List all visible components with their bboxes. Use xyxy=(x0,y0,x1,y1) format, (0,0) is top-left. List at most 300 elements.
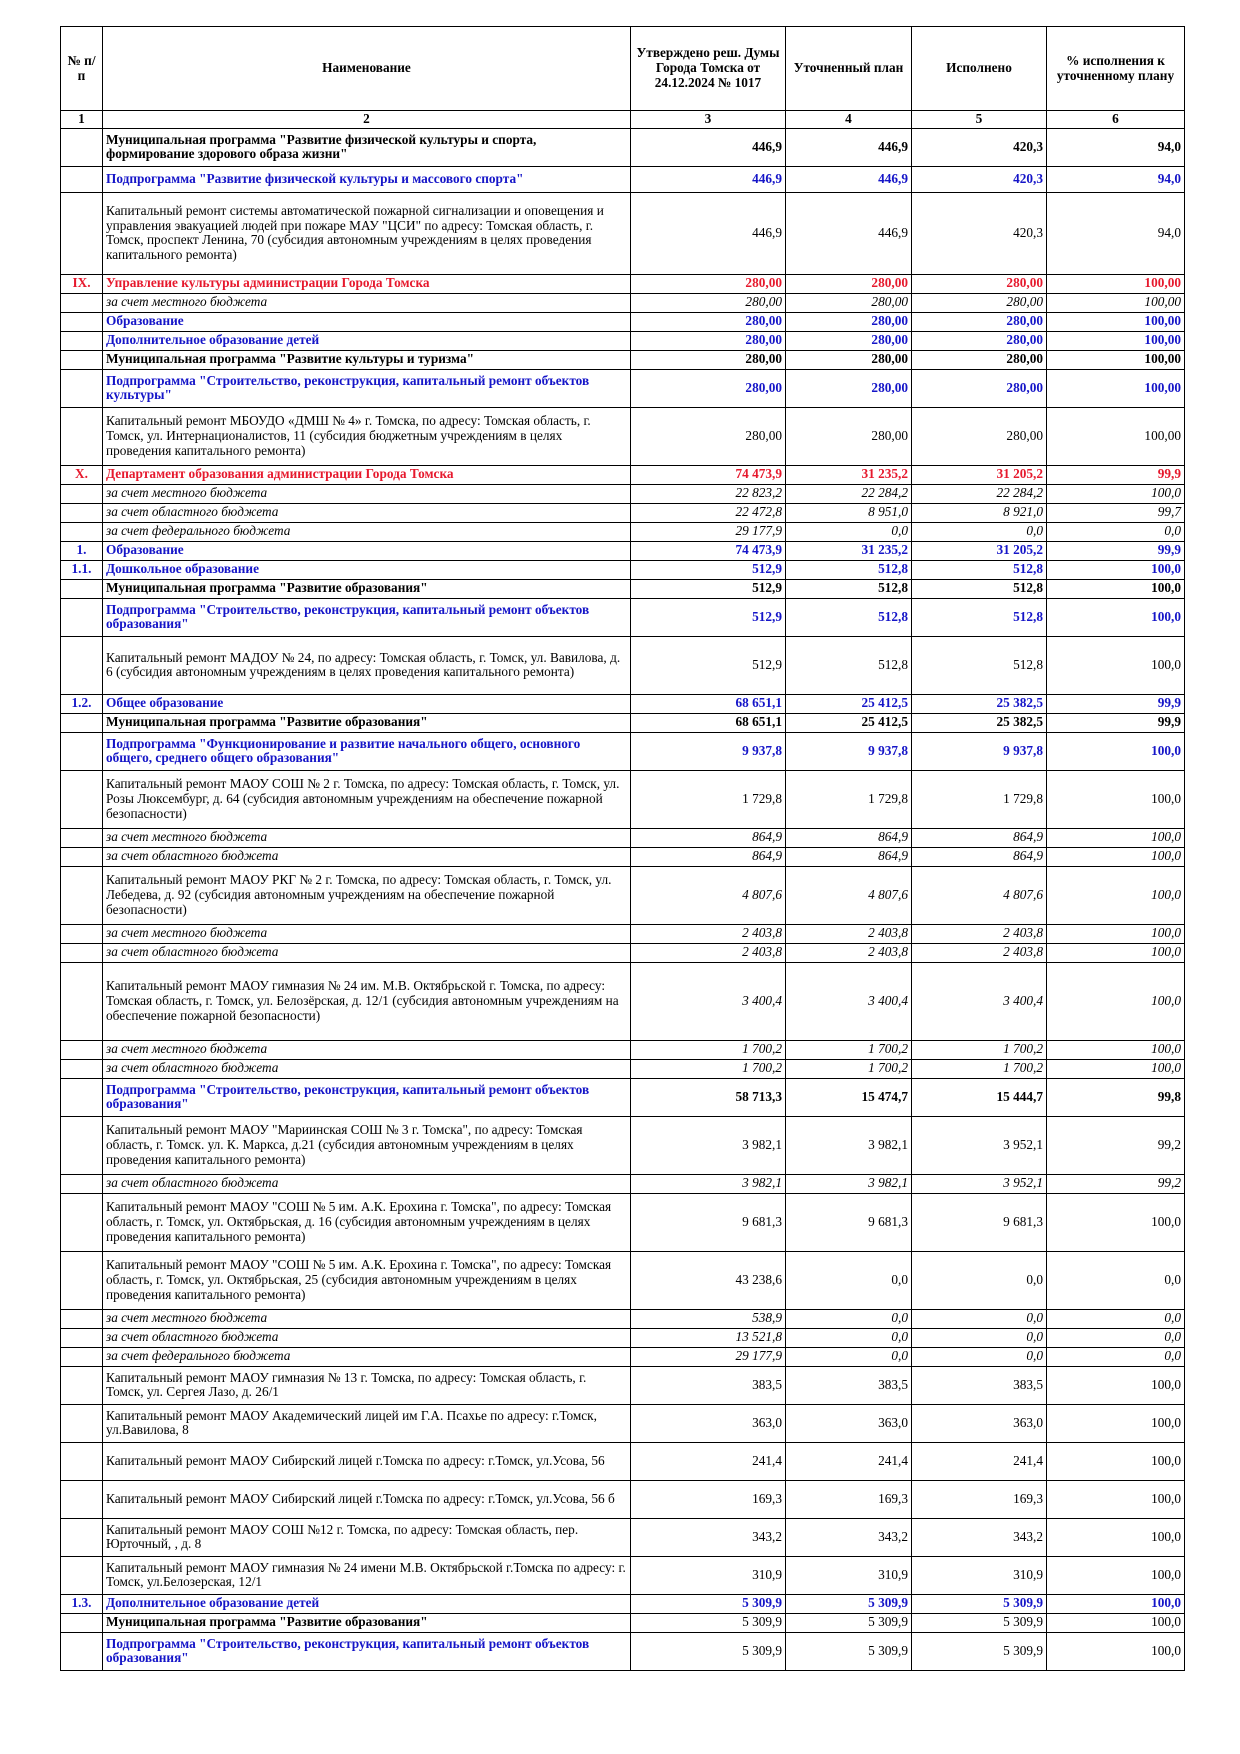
row-execution-percent: 100,0 xyxy=(1047,1059,1185,1078)
row-execution-percent: 0,0 xyxy=(1047,1347,1185,1366)
row-name: за счет местного бюджета xyxy=(103,828,631,847)
row-executed-value: 0,0 xyxy=(912,522,1047,541)
row-revised-plan-value: 31 235,2 xyxy=(786,541,912,560)
row-number xyxy=(61,312,103,331)
table-row xyxy=(61,1328,1185,1347)
row-revised-plan-value: 280,00 xyxy=(786,369,912,407)
row-number xyxy=(61,484,103,503)
row-execution-percent: 100,00 xyxy=(1047,350,1185,369)
row-name: Образование xyxy=(103,312,631,331)
row-revised-plan-value: 0,0 xyxy=(786,1347,912,1366)
row-approved-value: 280,00 xyxy=(631,274,786,293)
row-name: за счет местного бюджета xyxy=(103,924,631,943)
row-approved-value: 446,9 xyxy=(631,128,786,166)
row-number xyxy=(61,636,103,694)
row-approved-value: 363,0 xyxy=(631,1404,786,1442)
row-execution-percent: 100,0 xyxy=(1047,847,1185,866)
row-execution-percent: 0,0 xyxy=(1047,1251,1185,1309)
row-revised-plan-value: 0,0 xyxy=(786,522,912,541)
table-row xyxy=(61,503,1185,522)
column-number: 1 xyxy=(61,111,103,129)
row-name: за счет областного бюджета xyxy=(103,943,631,962)
row-execution-percent: 99,8 xyxy=(1047,1078,1185,1116)
row-execution-percent: 100,0 xyxy=(1047,1404,1185,1442)
row-execution-percent: 100,0 xyxy=(1047,770,1185,828)
row-revised-plan-value: 2 403,8 xyxy=(786,924,912,943)
row-executed-value: 512,8 xyxy=(912,598,1047,636)
table-row xyxy=(61,541,1185,560)
row-executed-value: 15 444,7 xyxy=(912,1078,1047,1116)
row-revised-plan-value: 5 309,9 xyxy=(786,1613,912,1632)
row-approved-value: 864,9 xyxy=(631,847,786,866)
row-number xyxy=(61,1347,103,1366)
table-row xyxy=(61,579,1185,598)
row-number: 1.2. xyxy=(61,694,103,713)
row-number xyxy=(61,407,103,465)
table-row xyxy=(61,1174,1185,1193)
row-execution-percent: 0,0 xyxy=(1047,522,1185,541)
table-row xyxy=(61,560,1185,579)
row-execution-percent: 100,0 xyxy=(1047,560,1185,579)
row-approved-value: 1 729,8 xyxy=(631,770,786,828)
row-revised-plan-value: 0,0 xyxy=(786,1328,912,1347)
table-row xyxy=(61,1594,1185,1613)
row-name: Муниципальная программа "Развитие культуры и туризма" xyxy=(103,350,631,369)
table-row xyxy=(61,192,1185,274)
row-executed-value: 9 937,8 xyxy=(912,732,1047,770)
row-executed-value: 4 807,6 xyxy=(912,866,1047,924)
column-number: 5 xyxy=(912,111,1047,129)
row-revised-plan-value: 280,00 xyxy=(786,407,912,465)
row-approved-value: 512,9 xyxy=(631,636,786,694)
row-name: Подпрограмма "Строительство, реконструкция, капитальный ремонт объектов образования" xyxy=(103,1632,631,1670)
row-execution-percent: 100,0 xyxy=(1047,1480,1185,1518)
row-number xyxy=(61,1556,103,1594)
row-executed-value: 0,0 xyxy=(912,1251,1047,1309)
row-revised-plan-value: 169,3 xyxy=(786,1480,912,1518)
table-row xyxy=(61,1078,1185,1116)
row-approved-value: 169,3 xyxy=(631,1480,786,1518)
row-number xyxy=(61,828,103,847)
row-executed-value: 25 382,5 xyxy=(912,713,1047,732)
header-executed: Исполнено xyxy=(912,27,1047,111)
row-number xyxy=(61,1366,103,1404)
row-revised-plan-value: 512,8 xyxy=(786,636,912,694)
row-approved-value: 5 309,9 xyxy=(631,1594,786,1613)
row-revised-plan-value: 864,9 xyxy=(786,828,912,847)
row-execution-percent: 100,00 xyxy=(1047,331,1185,350)
row-revised-plan-value: 5 309,9 xyxy=(786,1632,912,1670)
column-number: 3 xyxy=(631,111,786,129)
row-executed-value: 5 309,9 xyxy=(912,1594,1047,1613)
row-execution-percent: 100,00 xyxy=(1047,293,1185,312)
table-row xyxy=(61,522,1185,541)
row-approved-value: 74 473,9 xyxy=(631,465,786,484)
table-row xyxy=(61,369,1185,407)
table-row xyxy=(61,1404,1185,1442)
row-execution-percent: 99,9 xyxy=(1047,541,1185,560)
row-revised-plan-value: 3 982,1 xyxy=(786,1174,912,1193)
table-row xyxy=(61,847,1185,866)
row-number xyxy=(61,1116,103,1174)
table-row xyxy=(61,694,1185,713)
row-executed-value: 420,3 xyxy=(912,166,1047,192)
table-row xyxy=(61,407,1185,465)
table-row xyxy=(61,1193,1185,1251)
table-row xyxy=(61,484,1185,503)
row-name: Капитальный ремонт МАОУ РКГ № 2 г. Томска, по адресу: Томская область, г. Томск, ул. Лебедева, д. 92 (субсидия автономным учреждениям на обеспечение пожарной безопасности) xyxy=(103,866,631,924)
row-executed-value: 8 921,0 xyxy=(912,503,1047,522)
table-row xyxy=(61,1366,1185,1404)
row-execution-percent: 100,00 xyxy=(1047,369,1185,407)
table-row xyxy=(61,943,1185,962)
budget-execution-table xyxy=(60,26,1185,1671)
row-revised-plan-value: 5 309,9 xyxy=(786,1594,912,1613)
row-revised-plan-value: 280,00 xyxy=(786,331,912,350)
table-row xyxy=(61,1442,1185,1480)
row-execution-percent: 100,0 xyxy=(1047,1594,1185,1613)
row-approved-value: 68 651,1 xyxy=(631,694,786,713)
row-approved-value: 68 651,1 xyxy=(631,713,786,732)
row-name: Департамент образования администрации Города Томска xyxy=(103,465,631,484)
row-execution-percent: 94,0 xyxy=(1047,192,1185,274)
row-execution-percent: 100,00 xyxy=(1047,274,1185,293)
row-execution-percent: 99,9 xyxy=(1047,694,1185,713)
row-executed-value: 420,3 xyxy=(912,128,1047,166)
row-revised-plan-value: 280,00 xyxy=(786,312,912,331)
row-number xyxy=(61,1442,103,1480)
row-number xyxy=(61,1518,103,1556)
row-revised-plan-value: 3 400,4 xyxy=(786,962,912,1040)
row-number xyxy=(61,192,103,274)
row-approved-value: 13 521,8 xyxy=(631,1328,786,1347)
row-name: за счет федерального бюджета xyxy=(103,1347,631,1366)
row-executed-value: 22 284,2 xyxy=(912,484,1047,503)
row-approved-value: 864,9 xyxy=(631,828,786,847)
row-revised-plan-value: 9 937,8 xyxy=(786,732,912,770)
row-name: Муниципальная программа "Развитие образования" xyxy=(103,1613,631,1632)
row-number xyxy=(61,1078,103,1116)
row-revised-plan-value: 512,8 xyxy=(786,579,912,598)
row-revised-plan-value: 512,8 xyxy=(786,560,912,579)
row-approved-value: 280,00 xyxy=(631,331,786,350)
row-approved-value: 2 403,8 xyxy=(631,924,786,943)
row-approved-value: 1 700,2 xyxy=(631,1040,786,1059)
row-revised-plan-value: 22 284,2 xyxy=(786,484,912,503)
row-name: Муниципальная программа "Развитие образования" xyxy=(103,579,631,598)
row-revised-plan-value: 383,5 xyxy=(786,1366,912,1404)
row-name: Подпрограмма "Развитие физической культуры и массового спорта" xyxy=(103,166,631,192)
row-revised-plan-value: 512,8 xyxy=(786,598,912,636)
row-execution-percent: 100,0 xyxy=(1047,732,1185,770)
row-revised-plan-value: 25 412,5 xyxy=(786,713,912,732)
row-number xyxy=(61,1328,103,1347)
row-revised-plan-value: 241,4 xyxy=(786,1442,912,1480)
row-execution-percent: 100,00 xyxy=(1047,407,1185,465)
row-number xyxy=(61,1632,103,1670)
table-row xyxy=(61,1556,1185,1594)
row-name: Капитальный ремонт МАОУ Сибирский лицей г.Томска по адресу: г.Томск, ул.Усова, 56 б xyxy=(103,1480,631,1518)
row-approved-value: 5 309,9 xyxy=(631,1613,786,1632)
row-executed-value: 512,8 xyxy=(912,579,1047,598)
row-executed-value: 0,0 xyxy=(912,1328,1047,1347)
table-row xyxy=(61,312,1185,331)
row-executed-value: 512,8 xyxy=(912,560,1047,579)
row-executed-value: 2 403,8 xyxy=(912,943,1047,962)
row-approved-value: 446,9 xyxy=(631,166,786,192)
row-approved-value: 241,4 xyxy=(631,1442,786,1480)
column-number-row xyxy=(61,111,1185,129)
row-name: Капитальный ремонт МАОУ "СОШ № 5 им. А.К. Ерохина г. Томска", по адресу: Томская область, г. Томск, ул. Октябрьская, д. 16 (субсидия автономным учреждениям в целях проведения капитального ремонта) xyxy=(103,1193,631,1251)
column-number: 2 xyxy=(103,111,631,129)
row-approved-value: 3 982,1 xyxy=(631,1174,786,1193)
row-executed-value: 864,9 xyxy=(912,847,1047,866)
table-row xyxy=(61,1251,1185,1309)
row-execution-percent: 99,9 xyxy=(1047,713,1185,732)
table-row xyxy=(61,924,1185,943)
row-approved-value: 343,2 xyxy=(631,1518,786,1556)
header-execution-percent: % исполнения к уточненному плану xyxy=(1047,27,1185,111)
row-revised-plan-value: 1 700,2 xyxy=(786,1059,912,1078)
row-execution-percent: 100,0 xyxy=(1047,828,1185,847)
row-execution-percent: 94,0 xyxy=(1047,166,1185,192)
table-row xyxy=(61,1116,1185,1174)
row-execution-percent: 100,0 xyxy=(1047,484,1185,503)
row-executed-value: 363,0 xyxy=(912,1404,1047,1442)
row-number: X. xyxy=(61,465,103,484)
row-revised-plan-value: 25 412,5 xyxy=(786,694,912,713)
row-execution-percent: 99,9 xyxy=(1047,465,1185,484)
row-executed-value: 420,3 xyxy=(912,192,1047,274)
header-approved: Утверждено реш. Думы Города Томска от 24.12.2024 № 1017 xyxy=(631,27,786,111)
row-number: IX. xyxy=(61,274,103,293)
row-name: Подпрограмма "Строительство, реконструкция, капитальный ремонт объектов образования" xyxy=(103,1078,631,1116)
row-revised-plan-value: 343,2 xyxy=(786,1518,912,1556)
row-execution-percent: 100,0 xyxy=(1047,1632,1185,1670)
row-approved-value: 383,5 xyxy=(631,1366,786,1404)
row-execution-percent: 100,0 xyxy=(1047,943,1185,962)
row-execution-percent: 100,0 xyxy=(1047,866,1185,924)
row-revised-plan-value: 0,0 xyxy=(786,1309,912,1328)
table-row xyxy=(61,1613,1185,1632)
row-executed-value: 1 729,8 xyxy=(912,770,1047,828)
row-execution-percent: 100,0 xyxy=(1047,1193,1185,1251)
row-approved-value: 3 400,4 xyxy=(631,962,786,1040)
row-number xyxy=(61,166,103,192)
row-approved-value: 280,00 xyxy=(631,312,786,331)
row-execution-percent: 99,2 xyxy=(1047,1174,1185,1193)
row-name: Подпрограмма "Строительство, реконструкция, капитальный ремонт объектов образования" xyxy=(103,598,631,636)
row-name: за счет местного бюджета xyxy=(103,1309,631,1328)
row-name: за счет местного бюджета xyxy=(103,1040,631,1059)
row-approved-value: 512,9 xyxy=(631,560,786,579)
row-execution-percent: 100,0 xyxy=(1047,636,1185,694)
table-row xyxy=(61,770,1185,828)
row-execution-percent: 0,0 xyxy=(1047,1309,1185,1328)
row-name: Капитальный ремонт МАОУ гимназия № 24 имени М.В. Октябрьской г.Томска по адресу: г. Томск, ул.Белозерская, 12/1 xyxy=(103,1556,631,1594)
row-name: Капитальный ремонт МАОУ гимназия № 24 им. М.В. Октябрьской г. Томска, по адресу: Томская область, г. Томск, ул. Белозёрская, д. 12/1 (субсидия автономным учреждениям на обеспечение пожарной безопасности) xyxy=(103,962,631,1040)
row-name: Подпрограмма "Строительство, реконструкция, капитальный ремонт объектов культуры" xyxy=(103,369,631,407)
row-executed-value: 31 205,2 xyxy=(912,541,1047,560)
row-executed-value: 9 681,3 xyxy=(912,1193,1047,1251)
column-number: 6 xyxy=(1047,111,1185,129)
row-revised-plan-value: 1 729,8 xyxy=(786,770,912,828)
row-approved-value: 446,9 xyxy=(631,192,786,274)
row-number xyxy=(61,1174,103,1193)
row-approved-value: 29 177,9 xyxy=(631,522,786,541)
row-executed-value: 280,00 xyxy=(912,293,1047,312)
row-revised-plan-value: 446,9 xyxy=(786,166,912,192)
row-name: Дополнительное образование детей xyxy=(103,1594,631,1613)
row-revised-plan-value: 9 681,3 xyxy=(786,1193,912,1251)
row-name: Капитальный ремонт МАОУ СОШ №12 г. Томска, по адресу: Томская область, пер. Юрточный, , д. 8 xyxy=(103,1518,631,1556)
row-executed-value: 512,8 xyxy=(912,636,1047,694)
row-number xyxy=(61,962,103,1040)
row-revised-plan-value: 864,9 xyxy=(786,847,912,866)
row-number xyxy=(61,1613,103,1632)
row-number xyxy=(61,503,103,522)
table-body xyxy=(61,128,1185,1670)
row-number xyxy=(61,1193,103,1251)
row-number xyxy=(61,293,103,312)
row-executed-value: 864,9 xyxy=(912,828,1047,847)
row-approved-value: 5 309,9 xyxy=(631,1632,786,1670)
row-executed-value: 31 205,2 xyxy=(912,465,1047,484)
row-executed-value: 280,00 xyxy=(912,331,1047,350)
row-revised-plan-value: 1 700,2 xyxy=(786,1040,912,1059)
row-executed-value: 1 700,2 xyxy=(912,1059,1047,1078)
row-name: Капитальный ремонт МАОУ "СОШ № 5 им. А.К. Ерохина г. Томска", по адресу: Томская область, г. Томск, ул. Октябрьская, 25 (субсидия автономным учреждениям в целях проведения капитального ремонта) xyxy=(103,1251,631,1309)
row-name: Капитальный ремонт системы автоматической пожарной сигнализации и оповещения и управления эвакуацией людей при пожаре МАУ "ЦСИ" по адресу: Томская область, г. Томск, проспект Ленина, 70 (субсидия автономным учреждениям в целях проведения капитального ремонта) xyxy=(103,192,631,274)
row-revised-plan-value: 31 235,2 xyxy=(786,465,912,484)
row-executed-value: 280,00 xyxy=(912,407,1047,465)
row-executed-value: 169,3 xyxy=(912,1480,1047,1518)
row-approved-value: 2 403,8 xyxy=(631,943,786,962)
row-executed-value: 3 400,4 xyxy=(912,962,1047,1040)
row-execution-percent: 100,0 xyxy=(1047,1556,1185,1594)
row-name: Капитальный ремонт МАДОУ № 24, по адресу: Томская область, г. Томск, ул. Вавилова, д. 6 (субсидия автономным учреждениям в целях проведения капитального ремонта) xyxy=(103,636,631,694)
table-row xyxy=(61,598,1185,636)
table-row xyxy=(61,1632,1185,1670)
row-number xyxy=(61,770,103,828)
table-header-row xyxy=(61,27,1185,111)
row-approved-value: 3 982,1 xyxy=(631,1116,786,1174)
row-executed-value: 343,2 xyxy=(912,1518,1047,1556)
row-number xyxy=(61,713,103,732)
row-revised-plan-value: 363,0 xyxy=(786,1404,912,1442)
row-number xyxy=(61,350,103,369)
row-name: Капитальный ремонт МАОУ "Мариинская СОШ № 3 г. Томска", по адресу: Томская область, г. Томск. ул. К. Маркса, д.21 (субсидия автономным учреждениям в целях проведения капитального ремонта) xyxy=(103,1116,631,1174)
row-number xyxy=(61,1040,103,1059)
row-name: Муниципальная программа "Развитие физической культуры и спорта, формирование здорового образа жизни" xyxy=(103,128,631,166)
row-number: 1. xyxy=(61,541,103,560)
row-approved-value: 29 177,9 xyxy=(631,1347,786,1366)
row-approved-value: 512,9 xyxy=(631,579,786,598)
row-approved-value: 9 681,3 xyxy=(631,1193,786,1251)
row-revised-plan-value: 446,9 xyxy=(786,192,912,274)
row-executed-value: 0,0 xyxy=(912,1347,1047,1366)
table-row xyxy=(61,1518,1185,1556)
row-execution-percent: 100,0 xyxy=(1047,962,1185,1040)
row-executed-value: 25 382,5 xyxy=(912,694,1047,713)
row-execution-percent: 100,0 xyxy=(1047,1366,1185,1404)
row-number xyxy=(61,331,103,350)
column-number: 4 xyxy=(786,111,912,129)
row-executed-value: 280,00 xyxy=(912,369,1047,407)
table-row xyxy=(61,128,1185,166)
table-row xyxy=(61,1059,1185,1078)
row-execution-percent: 100,0 xyxy=(1047,598,1185,636)
row-name: Капитальный ремонт МАОУ СОШ № 2 г. Томска, по адресу: Томская область, г. Томск, ул. Розы Люксембург, д. 64 (субсидия автономным учреждениям на обеспечение пожарной безопасности) xyxy=(103,770,631,828)
row-executed-value: 3 952,1 xyxy=(912,1116,1047,1174)
row-executed-value: 0,0 xyxy=(912,1309,1047,1328)
row-name: Управление культуры администрации Города Томска xyxy=(103,274,631,293)
row-approved-value: 280,00 xyxy=(631,293,786,312)
row-execution-percent: 100,0 xyxy=(1047,579,1185,598)
table-row xyxy=(61,713,1185,732)
row-execution-percent: 100,0 xyxy=(1047,1442,1185,1480)
row-name: за счет областного бюджета xyxy=(103,503,631,522)
row-execution-percent: 100,0 xyxy=(1047,1613,1185,1632)
row-execution-percent: 99,2 xyxy=(1047,1116,1185,1174)
row-number xyxy=(61,943,103,962)
row-executed-value: 280,00 xyxy=(912,312,1047,331)
row-execution-percent: 100,0 xyxy=(1047,1518,1185,1556)
row-approved-value: 58 713,3 xyxy=(631,1078,786,1116)
row-name: за счет местного бюджета xyxy=(103,484,631,503)
row-number xyxy=(61,369,103,407)
row-revised-plan-value: 446,9 xyxy=(786,128,912,166)
row-number xyxy=(61,128,103,166)
row-number xyxy=(61,1404,103,1442)
row-number xyxy=(61,847,103,866)
table-row xyxy=(61,1040,1185,1059)
row-name: за счет федерального бюджета xyxy=(103,522,631,541)
row-approved-value: 280,00 xyxy=(631,407,786,465)
row-name: Муниципальная программа "Развитие образования" xyxy=(103,713,631,732)
row-execution-percent: 94,0 xyxy=(1047,128,1185,166)
row-number xyxy=(61,1251,103,1309)
row-revised-plan-value: 4 807,6 xyxy=(786,866,912,924)
row-name: Общее образование xyxy=(103,694,631,713)
row-name: Капитальный ремонт МАОУ гимназия № 13 г. Томска, по адресу: Томская область, г. Томск, ул. Сергея Лазо, д. 26/1 xyxy=(103,1366,631,1404)
table-row xyxy=(61,274,1185,293)
row-name: за счет областного бюджета xyxy=(103,1059,631,1078)
row-revised-plan-value: 310,9 xyxy=(786,1556,912,1594)
header-name: Наименование xyxy=(103,27,631,111)
row-revised-plan-value: 280,00 xyxy=(786,293,912,312)
row-number xyxy=(61,924,103,943)
row-name: Капитальный ремонт МАОУ Академический лицей им Г.А. Псахье по адресу: г.Томск, ул.Вавилова, 8 xyxy=(103,1404,631,1442)
row-executed-value: 5 309,9 xyxy=(912,1613,1047,1632)
row-number xyxy=(61,1059,103,1078)
table-row xyxy=(61,293,1185,312)
header-revised-plan: Уточненный план xyxy=(786,27,912,111)
row-approved-value: 512,9 xyxy=(631,598,786,636)
table-row xyxy=(61,166,1185,192)
row-approved-value: 4 807,6 xyxy=(631,866,786,924)
row-name: Капитальный ремонт МАОУ Сибирский лицей г.Томска по адресу: г.Томск, ул.Усова, 56 xyxy=(103,1442,631,1480)
row-execution-percent: 100,00 xyxy=(1047,312,1185,331)
row-executed-value: 310,9 xyxy=(912,1556,1047,1594)
row-number: 1.1. xyxy=(61,560,103,579)
row-name: Дополнительное образование детей xyxy=(103,331,631,350)
row-revised-plan-value: 280,00 xyxy=(786,350,912,369)
row-name: за счет областного бюджета xyxy=(103,1174,631,1193)
row-number xyxy=(61,522,103,541)
row-revised-plan-value: 2 403,8 xyxy=(786,943,912,962)
table-row xyxy=(61,350,1185,369)
